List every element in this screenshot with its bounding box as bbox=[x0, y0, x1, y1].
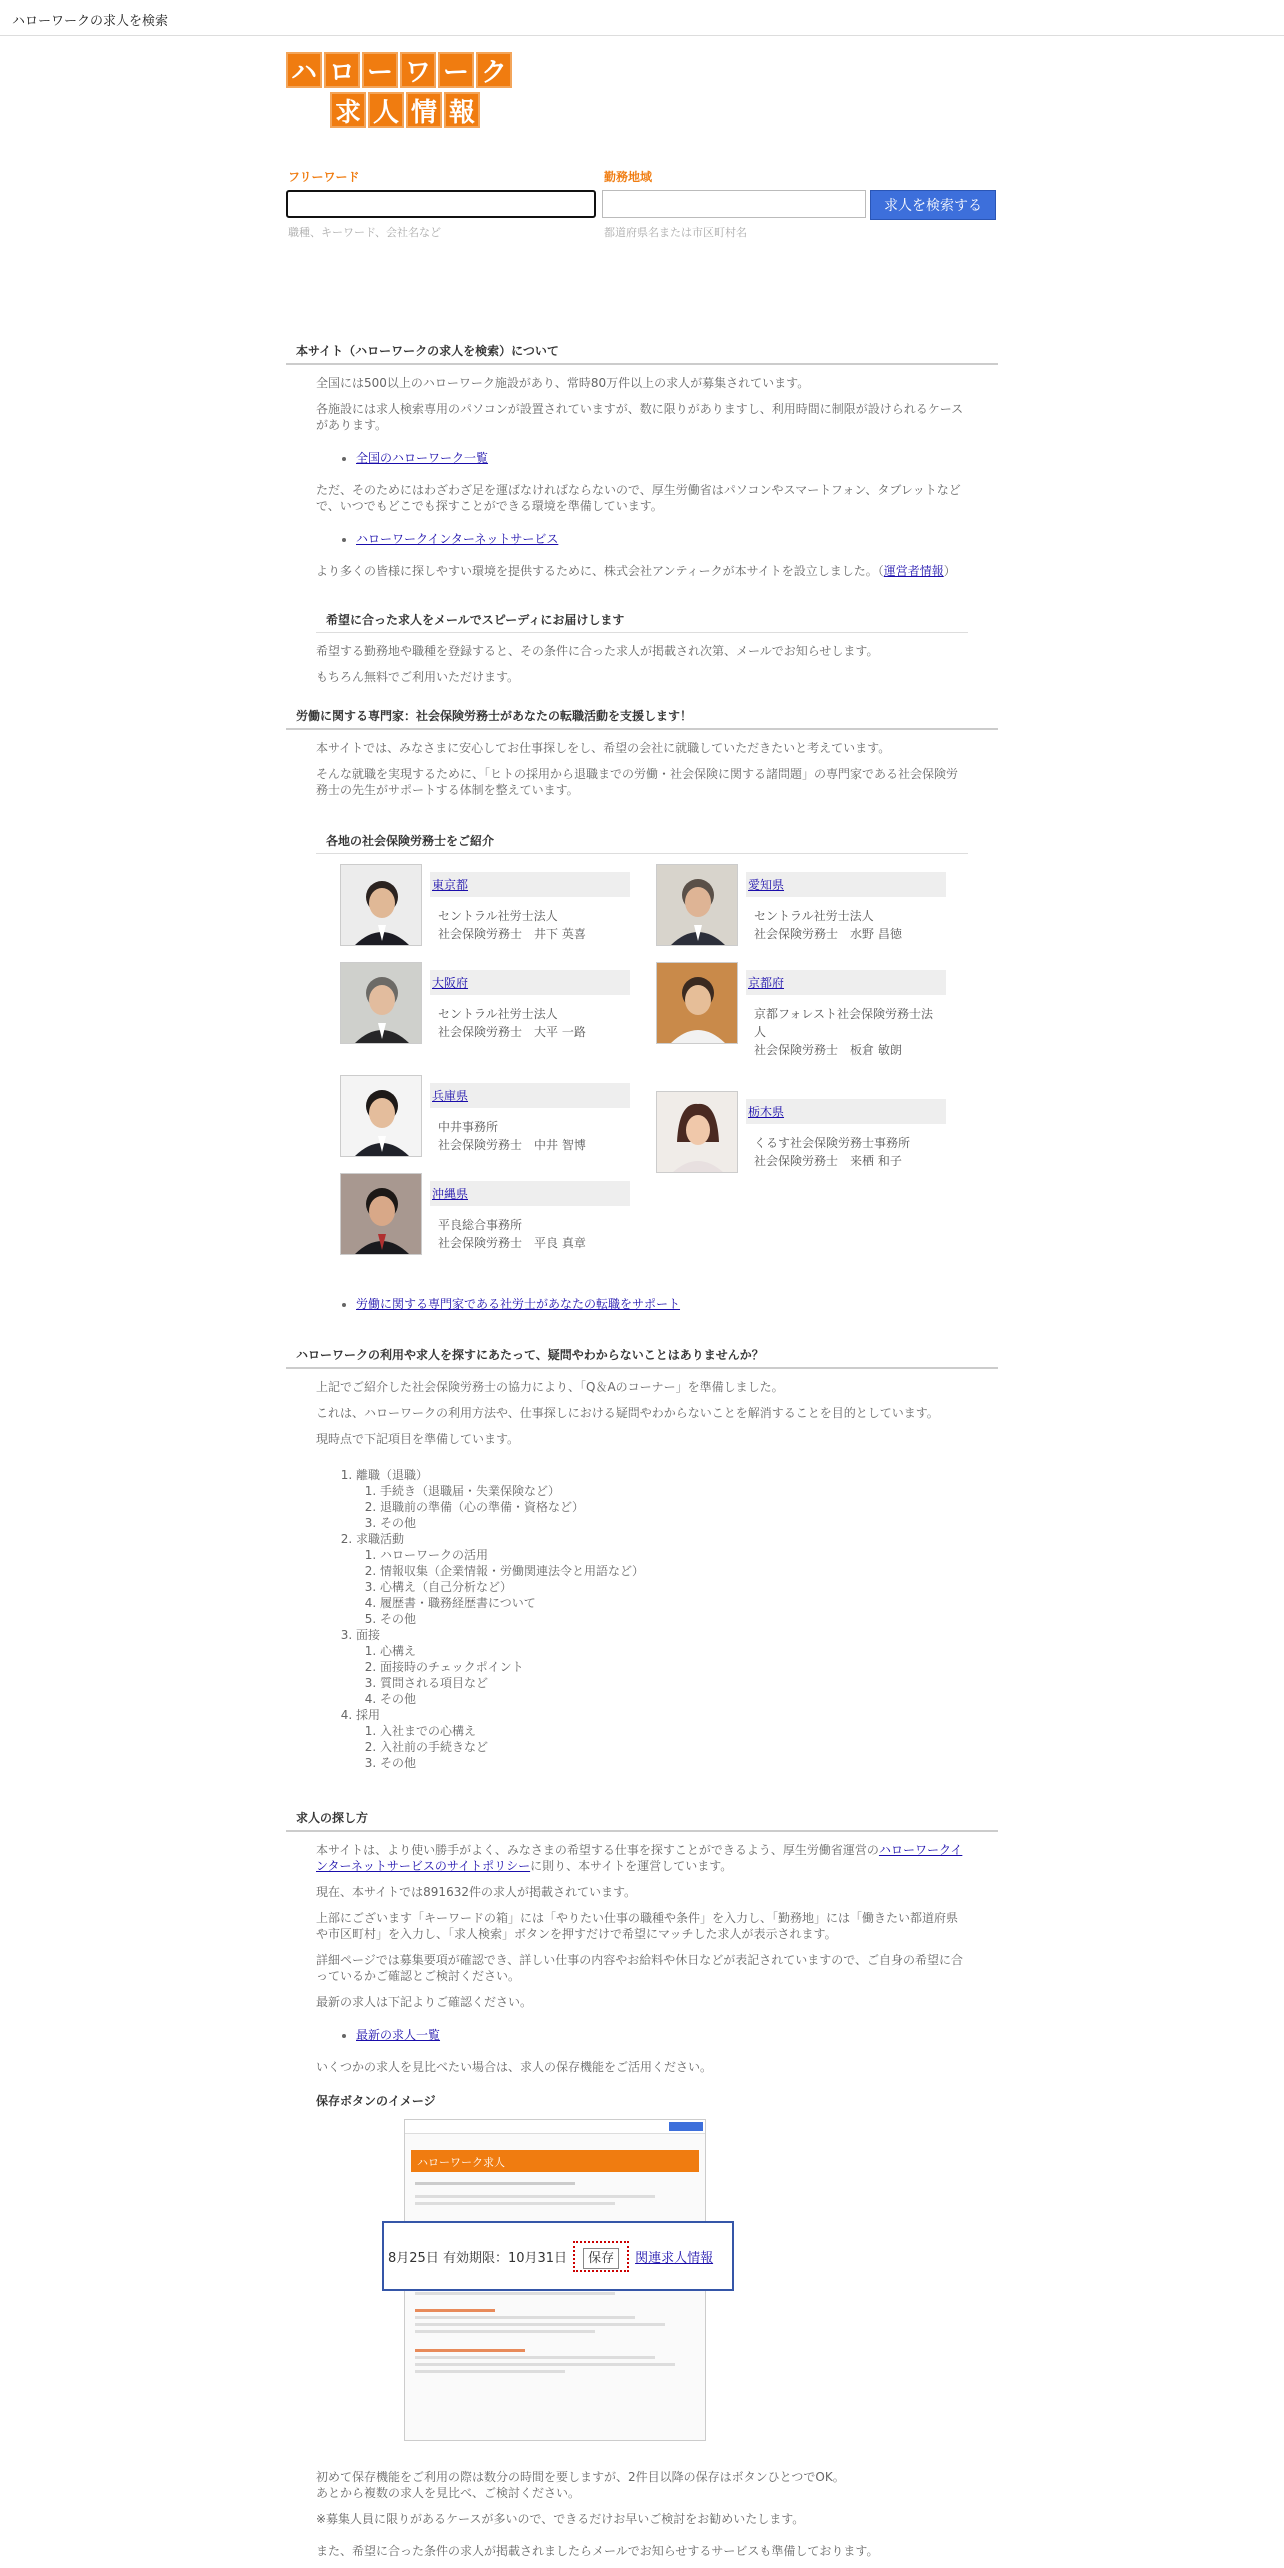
section-heading: 労働に関する専門家：社会保険労務士があなたの転職活動を支援します！ bbox=[286, 703, 998, 730]
expert-card bbox=[340, 962, 656, 1059]
paragraph: 本サイトでは、みなさまに安心してお仕事探しをし、希望の会社に就職していただきたいと考えています。 bbox=[316, 741, 891, 755]
qa-sublist bbox=[380, 1483, 998, 1531]
paragraph: 詳細ページでは募集要項が確認でき、詳しい仕事の内容やお給料や休日などが表記されていますので、ご自身の希望に合っているかご確認とご検討ください。 bbox=[316, 1953, 964, 1983]
expert-pref bbox=[746, 872, 946, 897]
qa-item-title: 離職（退職） bbox=[356, 1468, 429, 1482]
expert-pref bbox=[746, 970, 946, 995]
qa-subitem: 2. 入社前の手続きなど bbox=[380, 1739, 998, 1755]
save-button[interactable]: 保存 bbox=[583, 2248, 619, 2269]
expert-pref bbox=[430, 1083, 630, 1108]
qa-sublist bbox=[380, 1723, 998, 1771]
expert-name: 社会保険労務士 大平 一路 bbox=[438, 1025, 586, 1039]
text: ） bbox=[943, 564, 956, 578]
expert-card bbox=[340, 864, 656, 946]
expert-support-link[interactable]: 労働に関する専門家である社労士があなたの転職をサポート bbox=[356, 1297, 681, 1311]
qa-item-title: 求職活動 bbox=[356, 1532, 405, 1546]
preview-line bbox=[415, 2202, 615, 2205]
save-button-highlight bbox=[573, 2241, 629, 2272]
text: に則り、本サイトを運営しています。 bbox=[530, 1859, 733, 1873]
hellowork-list-link[interactable]: 全国のハローワーク一覧 bbox=[356, 451, 489, 465]
expert-text bbox=[430, 1108, 630, 1154]
logo-row-2 bbox=[330, 92, 514, 128]
expert-photo bbox=[656, 864, 738, 946]
logo-char: ワ bbox=[400, 52, 436, 88]
paragraph: 全国には500以上のハローワーク施設があり、常時80万件以上の求人が募集されています。 bbox=[316, 376, 810, 390]
qa-subitem: 1. ハローワークの活用 bbox=[380, 1547, 998, 1563]
callout-date: 8月25日 bbox=[388, 2250, 439, 2266]
about-section bbox=[286, 338, 998, 579]
expert-info bbox=[746, 864, 946, 946]
link-list bbox=[356, 449, 998, 466]
qa-sublist bbox=[380, 1643, 998, 1707]
preview-line bbox=[415, 2316, 635, 2319]
expert-card bbox=[656, 864, 972, 946]
qa-item bbox=[356, 1531, 998, 1627]
expert-pref bbox=[746, 1099, 946, 1124]
expert-grid bbox=[340, 864, 998, 1271]
qa-subitem: 1. 心構え bbox=[380, 1643, 998, 1659]
preview-line bbox=[415, 2195, 655, 2198]
paragraph: 現在、本サイトでは891632件の求人が掲載されています。 bbox=[316, 1885, 637, 1899]
qa-subitem: 1. 入社までの心構え bbox=[380, 1723, 998, 1739]
section-heading: ハローワークの利用や求人を探すにあたって、疑問やわからないことはありませんか？ bbox=[286, 1342, 998, 1369]
paragraph: 初めて保存機能をご利用の際は数分の時間を要しますが、2件目以降の保存はボタンひとつでOK。 bbox=[316, 2470, 845, 2484]
save-image-heading: 保存ボタンのイメージ bbox=[316, 2094, 436, 2108]
list-item bbox=[356, 530, 998, 547]
save-button-image bbox=[382, 2119, 742, 2449]
freeword-label: フリーワード bbox=[288, 170, 360, 184]
expert-photo bbox=[340, 1173, 422, 1255]
expert-info bbox=[430, 1173, 630, 1255]
area-label: 勤務地域 bbox=[604, 170, 653, 184]
paragraph: そんな就職を実現するために、「ヒトの採用から退職までの労働・社会保険に関する諸問題」の専門家である社会保険労務士の先生がサポートする体制を整えています。 bbox=[316, 767, 959, 797]
preview-search-button bbox=[669, 2122, 703, 2131]
paragraph: 上記でご紹介した社会保険労務士の協力により、「Q＆Aのコーナー」を準備しました。 bbox=[316, 1380, 784, 1394]
expert-office: 中井事務所 bbox=[438, 1120, 499, 1134]
qa-subitem: 4. その他 bbox=[380, 1691, 998, 1707]
preview-line bbox=[415, 2309, 495, 2312]
link-list bbox=[356, 1295, 998, 1312]
expert-info bbox=[746, 1091, 946, 1173]
search-button[interactable]: 求人を検索する bbox=[870, 190, 996, 220]
qa-subitem: 2. 面接時のチェックポイント bbox=[380, 1659, 998, 1675]
qa-sublist bbox=[380, 1547, 998, 1627]
paragraph: いくつかの求人を見比べたい場合は、求人の保存機能をご活用ください。 bbox=[316, 2060, 713, 2074]
qa-item bbox=[356, 1707, 998, 1771]
paragraph: これは、ハローワークの利用方法や、仕事探しにおける疑問やわからないことを解消することを目的としています。 bbox=[316, 1406, 939, 1420]
qa-list bbox=[356, 1467, 998, 1771]
area-hint: 都道府県名または市区町村名 bbox=[604, 226, 747, 239]
expert-name: 社会保険労務士 板倉 敏朗 bbox=[754, 1043, 902, 1057]
qa-item bbox=[356, 1467, 998, 1531]
freeword-input[interactable] bbox=[286, 190, 596, 218]
logo-char: ー bbox=[362, 52, 398, 88]
latest-jobs-link[interactable]: 最新の求人一覧 bbox=[356, 2028, 441, 2042]
list-item bbox=[356, 2026, 998, 2043]
expert-photo bbox=[340, 1075, 422, 1157]
callout-expiry: 有効期限：10月31日 bbox=[442, 2250, 568, 2266]
expert-text bbox=[430, 995, 630, 1041]
expert-pref-link[interactable]: 兵庫県 bbox=[432, 1089, 469, 1103]
internet-service-link[interactable]: ハローワークインターネットサービス bbox=[356, 532, 559, 546]
freeword-hint: 職種、キーワード、会社名など bbox=[288, 226, 442, 239]
expert-info bbox=[430, 962, 630, 1059]
logo-char: 求 bbox=[330, 92, 366, 128]
site-logo[interactable] bbox=[286, 52, 514, 128]
logo-row-1 bbox=[286, 52, 514, 88]
expert-text bbox=[430, 897, 630, 943]
paragraph: 最新の求人は下記よりご確認ください。 bbox=[316, 1995, 533, 2009]
expert-office: セントラル社労士法人 bbox=[438, 1007, 558, 1021]
expert-office: 京都フォレスト社会保険労務士法人 bbox=[754, 1007, 934, 1039]
expert-info bbox=[746, 962, 946, 1059]
expert-pref bbox=[430, 1181, 630, 1206]
preview-line bbox=[415, 2363, 675, 2366]
paragraph: もちろん無料でご利用いただけます。 bbox=[316, 670, 520, 684]
qa-subitem: 5. その他 bbox=[380, 1611, 998, 1627]
logo-char: 情 bbox=[406, 92, 442, 128]
qa-item-title: 面接 bbox=[356, 1628, 381, 1642]
expert-text bbox=[430, 1206, 630, 1252]
expert-pref-link[interactable]: 沖縄県 bbox=[432, 1187, 469, 1201]
expert-office: 平良総合事務所 bbox=[438, 1218, 523, 1232]
subsection-heading: 希望に合った求人をメールでスピーディにお届けします bbox=[316, 607, 968, 633]
paragraph: また、希望に合った条件の求人が掲載されましたらメールでお知らせするサービスも準備しております。 bbox=[316, 2544, 879, 2558]
paragraph: 現時点で下記項目を準備しています。 bbox=[316, 1432, 520, 1446]
logo-char: ク bbox=[476, 52, 512, 88]
qa-subitem: 2. 情報収集（企業情報・労働関連法令と用語など） bbox=[380, 1563, 998, 1579]
expert-card bbox=[340, 1173, 656, 1255]
howto-section bbox=[286, 1805, 998, 2559]
expert-name: 社会保険労務士 平良 真章 bbox=[438, 1236, 586, 1250]
paragraph bbox=[316, 563, 968, 579]
paragraph: 希望する勤務地や職種を登録すると、その条件に合った求人が掲載され次第、メールでお知らせします。 bbox=[316, 644, 879, 658]
expert-name: 社会保険労務士 水野 昌徳 bbox=[754, 927, 902, 941]
preview-line bbox=[415, 2330, 595, 2333]
qa-item bbox=[356, 1627, 998, 1707]
qa-subitem: 3. その他 bbox=[380, 1515, 998, 1531]
logo-char: ハ bbox=[286, 52, 322, 88]
expert-photo bbox=[340, 962, 422, 1044]
text: より多くの皆様に探しやすい環境を提供するために、株式会社アンティークが本サイトを設立しました。（ bbox=[316, 564, 884, 578]
qa-subitem: 1. 手続き（退職届・失業保険など） bbox=[380, 1483, 998, 1499]
expert-pref-link[interactable]: 大阪府 bbox=[432, 976, 469, 990]
preview-line bbox=[415, 2356, 655, 2359]
content bbox=[286, 338, 998, 2568]
paragraph bbox=[316, 1842, 968, 1874]
expert-card bbox=[656, 962, 972, 1059]
expert-office: セントラル社労士法人 bbox=[754, 909, 874, 923]
site-policy-link[interactable]: ハローワークインターネットサービスのサイトポリシー bbox=[316, 1843, 963, 1873]
preview-header: ハローワーク求人 bbox=[411, 2150, 699, 2172]
qa-subitem: 3. 心構え（自己分析など） bbox=[380, 1579, 998, 1595]
expert-office: くるす社会保険労務士事務所 bbox=[754, 1136, 911, 1150]
paragraph: ただ、そのためにはわざわざ足を運ばなければならないので、厚生労働省はパソコンやスマートフォン、タブレットなどで、いつでもどこでも探すことができる環境を準備しています。 bbox=[316, 483, 961, 513]
expert-info bbox=[430, 864, 630, 946]
expert-text bbox=[746, 995, 946, 1059]
expert-pref-link[interactable]: 京都府 bbox=[748, 976, 785, 990]
preview-line bbox=[415, 2349, 525, 2352]
qa-section bbox=[286, 1342, 998, 1771]
expert-card bbox=[340, 1075, 656, 1173]
link-list bbox=[356, 2026, 998, 2043]
list-item bbox=[356, 1295, 998, 1312]
related-jobs-link[interactable]: 関連求人情報 bbox=[635, 2250, 714, 2266]
paragraph: 上部にございます「キーワードの箱」には「やりたい仕事の職種や条件」を入力し、「勤務地」には「働きたい都道府県や市区町村」を入力し、「求人検索」ボタンを押すだけで希望にマッチした求人が表示されます。 bbox=[316, 1911, 959, 1941]
preview-line bbox=[415, 2182, 575, 2185]
qa-subitem: 3. その他 bbox=[380, 1755, 998, 1771]
logo-char: 報 bbox=[444, 92, 480, 128]
mail-section bbox=[286, 607, 998, 685]
section-heading: 求人の探し方 bbox=[286, 1805, 998, 1832]
link-list bbox=[356, 530, 998, 547]
preview-searchbar bbox=[405, 2120, 705, 2134]
expert-name: 社会保険労務士 井下 英喜 bbox=[438, 927, 586, 941]
expert-pref bbox=[430, 970, 630, 995]
window-title: ハローワークの求人を検索 bbox=[0, 0, 1284, 36]
expert-office: セントラル社労士法人 bbox=[438, 909, 558, 923]
expert-info bbox=[430, 1075, 630, 1173]
expert-pref bbox=[430, 872, 630, 897]
logo-char: ロ bbox=[324, 52, 360, 88]
paragraph: ※募集人員に限りがあるケースが多いので、できるだけお早いご検討をお勧めいたします。 bbox=[316, 2512, 805, 2526]
save-callout bbox=[382, 2221, 734, 2291]
expert-photo bbox=[340, 864, 422, 946]
paragraph: あとから複数の求人を見比べ、ご検討ください。 bbox=[316, 2486, 581, 2500]
preview-line bbox=[415, 2292, 615, 2295]
expert-pref-link[interactable]: 東京都 bbox=[432, 878, 469, 892]
logo-char: 人 bbox=[368, 92, 404, 128]
expert-section bbox=[286, 703, 998, 1312]
expert-photo bbox=[656, 962, 738, 1044]
expert-name: 社会保険労務士 来栖 和子 bbox=[754, 1154, 902, 1168]
section-heading: 本サイト（ハローワークの求人を検索）について bbox=[286, 338, 998, 365]
expert-text bbox=[746, 1124, 946, 1170]
subsection-heading: 各地の社会保険労務士をご紹介 bbox=[316, 828, 968, 854]
list-item bbox=[356, 449, 998, 466]
qa-subitem: 2. 退職前の準備（心の準備・資格など） bbox=[380, 1499, 998, 1515]
qa-subitem: 4. 履歴書・職務経歴書について bbox=[380, 1595, 998, 1611]
preview-line bbox=[415, 2370, 565, 2373]
expert-card bbox=[656, 1091, 972, 1173]
text: 本サイトは、より使い勝手がよく、みなさまの希望する仕事を探すことができるよう、厚生労働省運営の bbox=[316, 1843, 879, 1857]
qa-item-title: 採用 bbox=[356, 1708, 381, 1722]
preview-line bbox=[415, 2323, 665, 2326]
paragraph: 各施設には求人検索専用のパソコンが設置されていますが、数に限りがありますし、利用時間に制限が設けられるケースがあります。 bbox=[316, 402, 964, 432]
expert-pref-link[interactable]: 愛知県 bbox=[748, 878, 785, 892]
expert-text bbox=[746, 897, 946, 943]
qa-subitem: 3. 質問される項目など bbox=[380, 1675, 998, 1691]
area-input[interactable] bbox=[602, 190, 866, 218]
operator-info-link[interactable]: 運営者情報 bbox=[883, 564, 944, 578]
expert-name: 社会保険労務士 中井 智博 bbox=[438, 1138, 586, 1152]
logo-char: ー bbox=[438, 52, 474, 88]
expert-photo bbox=[656, 1091, 738, 1173]
expert-pref-link[interactable]: 栃木県 bbox=[748, 1105, 785, 1119]
